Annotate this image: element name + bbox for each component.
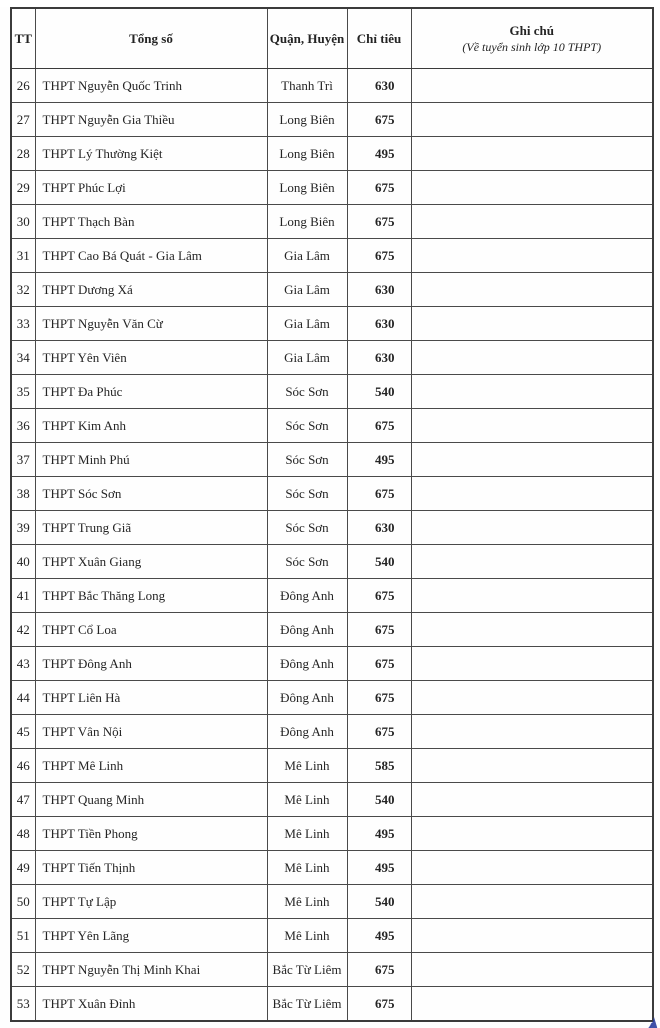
- row-number-cell: 26: [11, 69, 35, 103]
- document-page: [0, 7, 660, 1028]
- row-number-cell: 38: [11, 477, 35, 511]
- quota-cell: 675: [347, 409, 411, 443]
- district-cell: Mê Linh: [267, 851, 347, 885]
- row-number-cell: 36: [11, 409, 35, 443]
- district-cell: Bắc Từ Liêm: [267, 953, 347, 987]
- school-name-cell: THPT Đông Anh: [35, 647, 267, 681]
- row-number-cell: 37: [11, 443, 35, 477]
- pen-mark-icon: [644, 1017, 658, 1028]
- school-name-cell: THPT Trung Giã: [35, 511, 267, 545]
- district-cell: Mê Linh: [267, 919, 347, 953]
- quota-cell: 540: [347, 545, 411, 579]
- row-number-cell: 33: [11, 307, 35, 341]
- district-cell: Sóc Sơn: [267, 409, 347, 443]
- quota-cell: 675: [347, 681, 411, 715]
- table-row: [11, 103, 653, 137]
- header-row: [11, 8, 653, 69]
- table-row: [11, 171, 653, 205]
- quota-cell: 630: [347, 307, 411, 341]
- table-row: [11, 307, 653, 341]
- row-number-cell: 45: [11, 715, 35, 749]
- row-number-cell: 39: [11, 511, 35, 545]
- district-cell: Gia Lâm: [267, 341, 347, 375]
- row-number-cell: 27: [11, 103, 35, 137]
- note-cell: [411, 103, 653, 137]
- district-cell: Mê Linh: [267, 783, 347, 817]
- quota-cell: 675: [347, 613, 411, 647]
- school-name-cell: THPT Lý Thường Kiệt: [35, 137, 267, 171]
- row-number-cell: 40: [11, 545, 35, 579]
- note-cell: [411, 953, 653, 987]
- note-cell: [411, 205, 653, 239]
- header-quota: Chỉ tiêu: [347, 8, 411, 69]
- row-number-cell: 41: [11, 579, 35, 613]
- table-row: [11, 545, 653, 579]
- table-row: [11, 409, 653, 443]
- quota-cell: 495: [347, 137, 411, 171]
- quota-cell: 675: [347, 205, 411, 239]
- row-number-cell: 43: [11, 647, 35, 681]
- school-name-cell: THPT Yên Lãng: [35, 919, 267, 953]
- table-row: [11, 953, 653, 987]
- row-number-cell: 48: [11, 817, 35, 851]
- row-number-cell: 35: [11, 375, 35, 409]
- header-note: [411, 8, 653, 69]
- table-header: [11, 8, 653, 69]
- note-cell: [411, 987, 653, 1022]
- row-number-cell: 31: [11, 239, 35, 273]
- table-row: [11, 341, 653, 375]
- note-cell: [411, 919, 653, 953]
- quota-cell: 630: [347, 511, 411, 545]
- district-cell: Thanh Trì: [267, 69, 347, 103]
- quota-cell: 675: [347, 987, 411, 1022]
- table-row: [11, 647, 653, 681]
- header-school: Tổng số: [35, 8, 267, 69]
- quota-cell: 675: [347, 715, 411, 749]
- note-cell: [411, 613, 653, 647]
- header-district: Quận, Huyện: [267, 8, 347, 69]
- district-cell: Đông Anh: [267, 715, 347, 749]
- row-number-cell: 29: [11, 171, 35, 205]
- table-row: [11, 919, 653, 953]
- district-cell: Gia Lâm: [267, 307, 347, 341]
- table-row: [11, 681, 653, 715]
- table-row: [11, 715, 653, 749]
- district-cell: Gia Lâm: [267, 273, 347, 307]
- note-cell: [411, 545, 653, 579]
- quota-cell: 495: [347, 851, 411, 885]
- district-cell: Sóc Sơn: [267, 545, 347, 579]
- school-name-cell: THPT Phúc Lợi: [35, 171, 267, 205]
- district-cell: Bắc Từ Liêm: [267, 987, 347, 1022]
- quota-cell: 675: [347, 239, 411, 273]
- note-cell: [411, 239, 653, 273]
- note-cell: [411, 137, 653, 171]
- table-row: [11, 749, 653, 783]
- district-cell: Mê Linh: [267, 749, 347, 783]
- school-name-cell: THPT Dương Xá: [35, 273, 267, 307]
- table-row: [11, 375, 653, 409]
- header-tt: TT: [11, 8, 35, 69]
- district-cell: Gia Lâm: [267, 239, 347, 273]
- quota-cell: 675: [347, 171, 411, 205]
- district-cell: Long Biên: [267, 205, 347, 239]
- note-cell: [411, 409, 653, 443]
- row-number-cell: 49: [11, 851, 35, 885]
- note-cell: [411, 443, 653, 477]
- district-cell: Đông Anh: [267, 613, 347, 647]
- district-cell: Sóc Sơn: [267, 511, 347, 545]
- note-cell: [411, 511, 653, 545]
- quota-cell: 540: [347, 375, 411, 409]
- note-cell: [411, 307, 653, 341]
- quota-cell: 495: [347, 443, 411, 477]
- note-cell: [411, 477, 653, 511]
- quota-cell: 675: [347, 579, 411, 613]
- district-cell: Long Biên: [267, 137, 347, 171]
- quota-cell: 675: [347, 103, 411, 137]
- note-cell: [411, 579, 653, 613]
- note-cell: [411, 647, 653, 681]
- row-number-cell: 53: [11, 987, 35, 1022]
- district-cell: Đông Anh: [267, 681, 347, 715]
- quota-cell: 630: [347, 341, 411, 375]
- quota-cell: 495: [347, 919, 411, 953]
- quota-cell: 540: [347, 783, 411, 817]
- school-name-cell: THPT Sóc Sơn: [35, 477, 267, 511]
- quota-cell: 675: [347, 953, 411, 987]
- table-row: [11, 239, 653, 273]
- quota-cell: 495: [347, 817, 411, 851]
- district-cell: Mê Linh: [267, 885, 347, 919]
- table-row: [11, 579, 653, 613]
- table-row: [11, 885, 653, 919]
- row-number-cell: 34: [11, 341, 35, 375]
- school-name-cell: THPT Thạch Bàn: [35, 205, 267, 239]
- school-name-cell: THPT Vân Nội: [35, 715, 267, 749]
- table-row: [11, 443, 653, 477]
- table-row: [11, 783, 653, 817]
- district-cell: Đông Anh: [267, 647, 347, 681]
- school-name-cell: THPT Nguyễn Thị Minh Khai: [35, 953, 267, 987]
- school-name-cell: THPT Nguyễn Văn Cừ: [35, 307, 267, 341]
- school-name-cell: THPT Bắc Thăng Long: [35, 579, 267, 613]
- district-cell: Long Biên: [267, 103, 347, 137]
- header-note-title: Ghi chú: [509, 22, 554, 38]
- district-cell: Đông Anh: [267, 579, 347, 613]
- row-number-cell: 46: [11, 749, 35, 783]
- quota-cell: 585: [347, 749, 411, 783]
- table-row: [11, 851, 653, 885]
- school-name-cell: THPT Liên Hà: [35, 681, 267, 715]
- note-cell: [411, 749, 653, 783]
- row-number-cell: 30: [11, 205, 35, 239]
- note-cell: [411, 885, 653, 919]
- school-name-cell: THPT Nguyễn Quốc Trinh: [35, 69, 267, 103]
- table-row: [11, 987, 653, 1022]
- quota-cell: 630: [347, 69, 411, 103]
- row-number-cell: 50: [11, 885, 35, 919]
- table-row: [11, 477, 653, 511]
- note-cell: [411, 715, 653, 749]
- note-cell: [411, 681, 653, 715]
- school-name-cell: THPT Mê Linh: [35, 749, 267, 783]
- table-row: [11, 69, 653, 103]
- note-cell: [411, 817, 653, 851]
- school-name-cell: THPT Kim Anh: [35, 409, 267, 443]
- note-cell: [411, 341, 653, 375]
- school-name-cell: THPT Xuân Đỉnh: [35, 987, 267, 1022]
- district-cell: Mê Linh: [267, 817, 347, 851]
- school-name-cell: THPT Nguyễn Gia Thiều: [35, 103, 267, 137]
- row-number-cell: 44: [11, 681, 35, 715]
- note-cell: [411, 851, 653, 885]
- school-name-cell: THPT Minh Phú: [35, 443, 267, 477]
- row-number-cell: 28: [11, 137, 35, 171]
- table-row: [11, 205, 653, 239]
- table-body: [11, 69, 653, 1022]
- table-row: [11, 613, 653, 647]
- header-note-subtitle: (Về tuyển sinh lớp 10 THPT): [462, 39, 602, 54]
- school-name-cell: THPT Quang Minh: [35, 783, 267, 817]
- district-cell: Sóc Sơn: [267, 477, 347, 511]
- note-cell: [411, 783, 653, 817]
- table-row: [11, 273, 653, 307]
- note-cell: [411, 171, 653, 205]
- table-row: [11, 137, 653, 171]
- school-name-cell: THPT Cổ Loa: [35, 613, 267, 647]
- row-number-cell: 51: [11, 919, 35, 953]
- row-number-cell: 32: [11, 273, 35, 307]
- district-cell: Sóc Sơn: [267, 443, 347, 477]
- table-row: [11, 511, 653, 545]
- note-cell: [411, 273, 653, 307]
- school-name-cell: THPT Xuân Giang: [35, 545, 267, 579]
- school-name-cell: THPT Tiền Phong: [35, 817, 267, 851]
- table-row: [11, 817, 653, 851]
- quota-cell: 675: [347, 477, 411, 511]
- quota-cell: 675: [347, 647, 411, 681]
- row-number-cell: 47: [11, 783, 35, 817]
- row-number-cell: 42: [11, 613, 35, 647]
- admission-quota-table: [10, 7, 654, 1022]
- note-cell: [411, 69, 653, 103]
- quota-cell: 630: [347, 273, 411, 307]
- note-cell: [411, 375, 653, 409]
- district-cell: Sóc Sơn: [267, 375, 347, 409]
- school-name-cell: THPT Yên Viên: [35, 341, 267, 375]
- school-name-cell: THPT Tự Lập: [35, 885, 267, 919]
- school-name-cell: THPT Tiến Thịnh: [35, 851, 267, 885]
- district-cell: Long Biên: [267, 171, 347, 205]
- school-name-cell: THPT Đa Phúc: [35, 375, 267, 409]
- quota-cell: 540: [347, 885, 411, 919]
- school-name-cell: THPT Cao Bá Quát - Gia Lâm: [35, 239, 267, 273]
- row-number-cell: 52: [11, 953, 35, 987]
